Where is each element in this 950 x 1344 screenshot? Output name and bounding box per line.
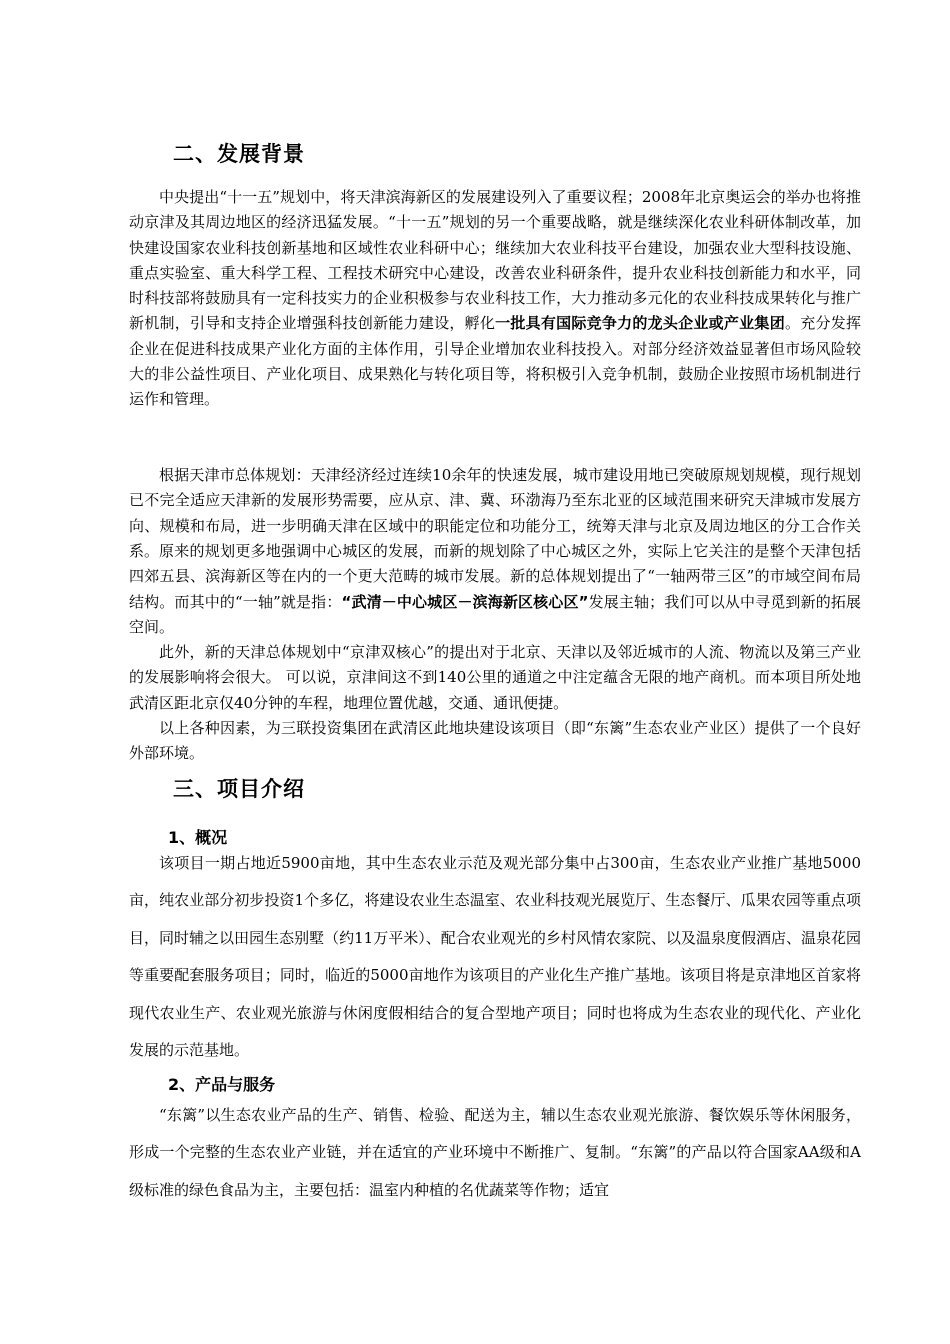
paragraph-new-plan-axis <box>129 539 861 640</box>
text-run: 原来的规划更多地强调中心城区的发展，而新的规划除了中心城区之外，实际上它关注的是整个天津包括四郊五县、滨海新区等在内的一个更大范畴的城市发展。新的总体规划提出了“一轴两带三区”的市域空间布局结构。而其中的“一轴”就是指： <box>129 542 861 611</box>
section-heading-background: 二、发展背景 <box>173 142 305 166</box>
bold-text-run: 一批具有国际竞争力的龙头企业或产业集团 <box>495 314 785 333</box>
paragraph-dual-core: 此外，新的天津总体规划中“京津双核心”的提出对于北京、天津以及邻近城市的人流、物流以及第三产业的发展影响将会很大。 可以说，京津间这不到140公里的通道之中注定蕴含无限的地产商机。而本项目所处地武清区距北京仅40分钟的车程，地理位置优越，交通、通讯便捷。 <box>129 643 861 712</box>
subheading-products: 2、产品与服务 <box>168 1075 276 1094</box>
paragraph-tianjin-plan: 根据天津市总体规划：天津经济经过连续10余年的快速发展，城市建设用地已突破原规划规模，现行规划已不完全适应天津新的发展形势需要，应从京、津、冀、环渤海乃至东北亚的区域范围来研究天津城市发展方向、规模和布局，进一步明确天津在区域中的职能定位和功能分工，统筹天津与北京及周边地区的分工合作关系。 <box>129 466 861 560</box>
section-heading-project: 三、项目介绍 <box>173 777 305 801</box>
paragraph-overview: 该项目一期占地近5900亩地，其中生态农业示范及观光部分集中占300亩，生态农业产业推广基地5000亩，纯农业部分初步投资1个多亿，将建设农业生态温室、农业科技观光展览厅、生态餐厅、瓜果农园等重点项目，同时辅之以田园生态别墅（约11万平米）、配合农业观光的乡村风情农家院、以及温泉度假酒店、温泉花园等重要配套服务项目；同时，临近的5000亩地作为该项目的产业化生产推广基地。该项目将是京津地区首家将现代农业生产、农业观光旅游与休闲度假相结合的复合型地产项目；同时也将成为生态农业的现代化、产业化发展的示范基地。 <box>129 854 861 1060</box>
paragraph-products: “东篱”以生态农业产品的生产、销售、检验、配送为主，辅以生态农业观光旅游、餐饮娱乐等休闲服务，形成一个完整的生态农业产业链，并在适宜的产业环境中不断推广、复制。“东篱”的产品以符合国家AA级和A级标准的绿色食品为主，主要包括：温室内种植的名优蔬菜等作物；适宜 <box>129 1106 861 1199</box>
bold-text-run: “武清－中心城区－滨海新区核心区” <box>341 592 589 611</box>
text-run: 。充分发挥企业在促进科技成果产业化方面的主体作用，引导企业增加农业科技投入。对部分经济效益显著但市场风险较大的非公益性项目、产业化项目、成果熟化与转化项目等，将积极引入竞争机制，鼓励企业按照市场机制进行运作和管理。 <box>129 314 861 409</box>
paragraph-background-policy <box>129 185 861 413</box>
text-run: 中央提出“十一五”规划中，将天津滨海新区的发展建设列入了重要议程；2008年北京奥运会的举办也将推动京津及其周边地区的经济迅猛发展。“十一五”规划的另一个重要战略，就是继续深化农业科研体制改革，加快建设国家农业科技创新基地和区域性农业科研中心；继续加大农业科技平台建设，加强农业大型科技设施、重点实验室、重大科学工程、工程技术研究中心建设，改善农业科研条件，提升农业科技创新能力和水平，同时科技部将鼓励具有一定科技实力的企业积极参与农业科技工作，大力推动多元化的农业科技成果转化与推广新机制，引导和支持企业增强科技创新能力建设，孵化 <box>129 188 861 333</box>
paragraph-summary: 以上各种因素，为三联投资集团在武清区此地块建设该项目（即“东篱”生态农业产业区）提供了一个良好外部环境。 <box>129 719 861 763</box>
subheading-overview: 1、概况 <box>168 828 228 847</box>
text-run: 发展主轴；我们可以从中寻觅到新的拓展空间。 <box>129 592 861 636</box>
